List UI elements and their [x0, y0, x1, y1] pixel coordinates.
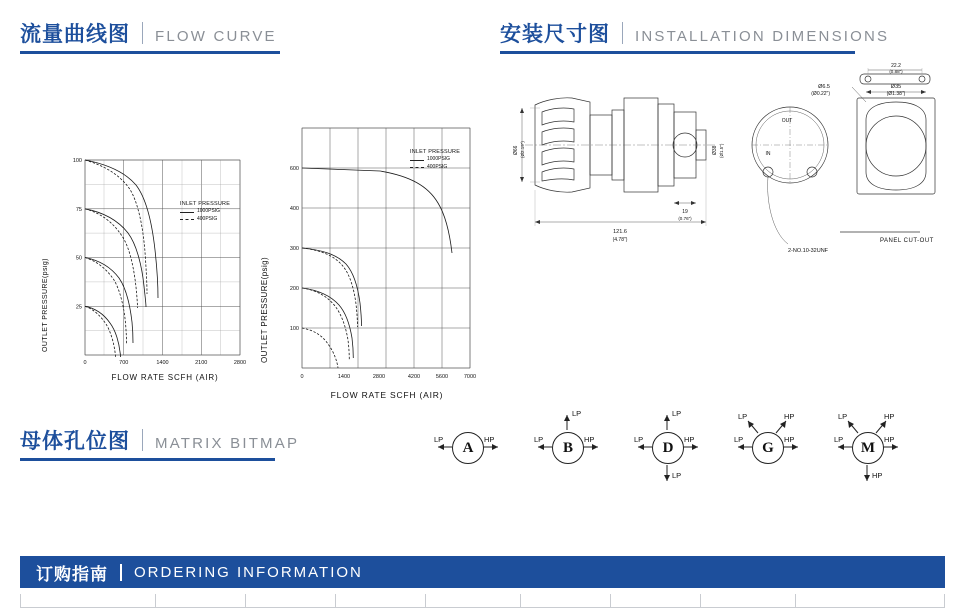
svg-text:7000: 7000	[463, 374, 477, 380]
legend-item	[410, 164, 460, 172]
legend-item	[180, 208, 230, 216]
port-label-lp-topleft: LP	[738, 412, 748, 421]
svg-text:600: 600	[289, 166, 299, 172]
matrix-symbol-m	[820, 405, 920, 495]
table-cell	[425, 594, 520, 608]
port-label-hp-bottom: HP	[872, 471, 883, 480]
legend-title: INLET PRESSURE	[180, 201, 231, 207]
chart-1	[40, 105, 260, 395]
svg-text:400: 400	[289, 206, 299, 212]
legend-title: INLET PRESSURE	[410, 149, 461, 155]
section-divider	[622, 22, 623, 44]
svg-text:50: 50	[75, 255, 82, 262]
chart-2	[260, 68, 480, 398]
dim-body-dia: Ø66	[513, 145, 519, 155]
matrix-symbol-g	[720, 405, 820, 495]
port-label-lp-left: LP	[834, 435, 844, 444]
port-label-hp-topright: HP	[884, 412, 895, 421]
legend-label: 1000PSIG	[197, 208, 221, 215]
dim-port-in: IN	[765, 151, 771, 157]
ordering-title-en: ORDERING INFORMATION	[134, 563, 363, 581]
svg-text:1400: 1400	[156, 360, 169, 366]
dim-thread: 2-NO.10-32UNF	[788, 248, 829, 254]
chart-1-legend	[180, 200, 230, 223]
port-label-hp-right: HP	[884, 435, 895, 444]
ordering-title-cn: 订购指南	[36, 564, 108, 584]
section-header-flow-curve	[20, 18, 277, 48]
dim-body-dia-inch: (Ø2.19")	[520, 141, 525, 158]
section-title-en: MATRIX BITMAP	[155, 435, 300, 452]
port-label-lp-top: LP	[572, 409, 582, 418]
section-title-cn: 流量曲线图	[20, 23, 130, 46]
dim-depth: 19	[682, 209, 688, 215]
svg-text:4200: 4200	[407, 374, 421, 380]
section-divider	[142, 22, 143, 44]
symbol-letter: B	[552, 432, 584, 464]
section-title-en: FLOW CURVE	[155, 28, 277, 45]
chart-1-x-axis-label: FLOW RATE SCFH (AIR)	[111, 373, 219, 382]
section-rule-flow-curve	[20, 51, 280, 54]
dim-hole-dia-inch: (Ø0.22")	[811, 91, 830, 97]
legend-swatch-solid	[180, 212, 194, 213]
chart-2-x-axis-label: FLOW RATE SCFH (AIR)	[330, 390, 444, 400]
port-label-hp-right: HP	[684, 435, 695, 444]
section-title-cn: 安装尺寸图	[500, 23, 610, 46]
legend-item	[180, 216, 230, 224]
port-label-hp-topright: HP	[784, 412, 795, 421]
port-label-lp-left: LP	[534, 435, 544, 444]
dim-length: 121.6	[613, 229, 627, 235]
panel-cutout-caption: PANEL CUT-OUT	[880, 238, 934, 244]
port-label-hp-right: HP	[784, 435, 795, 444]
ordering-table-header-row	[20, 594, 945, 607]
symbol-letter: G	[752, 432, 784, 464]
svg-text:100: 100	[289, 326, 299, 332]
installation-drawing	[500, 60, 955, 360]
section-header-installation	[500, 18, 889, 48]
legend-swatch-dashed	[410, 167, 424, 168]
dim-spacing: 22.2	[891, 63, 901, 69]
legend-label: 1000PSIG	[427, 156, 451, 163]
legend-item	[410, 156, 460, 164]
matrix-symbols	[420, 405, 950, 495]
port-label-hp-right: HP	[584, 435, 595, 444]
table-cell	[610, 594, 700, 608]
svg-text:0: 0	[300, 374, 304, 380]
dim-depth-inch: (0.76")	[678, 216, 692, 221]
port-label-lp-bottom: LP	[672, 471, 682, 480]
section-divider	[142, 429, 143, 451]
legend-label: 400PSIG	[197, 215, 218, 222]
section-title-cn: 母体孔位图	[20, 430, 130, 453]
svg-text:300: 300	[289, 246, 299, 252]
port-label-lp-left: LP	[734, 435, 744, 444]
svg-text:2800: 2800	[233, 360, 247, 366]
installation-svg	[500, 60, 955, 320]
dim-hole-dia: Ø6.5	[818, 84, 830, 90]
port-label-lp-topleft: LP	[838, 412, 848, 421]
table-cell	[155, 594, 245, 608]
chart-2-y-axis-label: OUTLET PRESSURE(psig)	[260, 256, 269, 363]
svg-text:5600: 5600	[435, 374, 449, 380]
table-cell	[520, 594, 610, 608]
dim-panel-dia: Ø35	[890, 84, 902, 90]
chart-1-y-axis-label: OUTLET PRESSURE(psig)	[42, 258, 49, 352]
legend-swatch-solid	[410, 160, 424, 161]
dim-gauge-dia: Ø38	[712, 145, 718, 155]
matrix-symbol-a	[420, 405, 520, 495]
table-cell	[700, 594, 795, 608]
section-rule-installation	[500, 51, 855, 54]
svg-text:700: 700	[119, 360, 129, 366]
svg-text:2800: 2800	[372, 374, 386, 380]
table-cell	[795, 594, 945, 608]
chart-2-legend	[410, 148, 460, 171]
dim-spacing-inch: (0.88")	[889, 69, 903, 74]
dim-length-inch: (4.78")	[612, 237, 628, 243]
ordering-information-bar	[20, 556, 945, 588]
svg-text:100: 100	[72, 158, 82, 164]
port-label-lp: LP	[434, 435, 444, 444]
section-rule-matrix	[20, 458, 275, 461]
legend-label: 400PSIG	[427, 163, 448, 170]
svg-text:75: 75	[75, 206, 82, 213]
port-label-lp-top: LP	[672, 409, 682, 418]
symbol-letter: M	[852, 432, 884, 464]
table-cell	[20, 594, 155, 608]
symbol-letter: D	[652, 432, 684, 464]
svg-text:2100: 2100	[195, 360, 208, 366]
port-label-hp: HP	[484, 435, 495, 444]
dim-panel-dia-inch: (Ø1.38")	[886, 91, 906, 97]
ordering-divider	[120, 564, 122, 581]
section-title-en: INSTALLATION DIMENSIONS	[635, 28, 890, 45]
svg-text:1400: 1400	[337, 374, 351, 380]
legend-swatch-dashed	[180, 219, 194, 220]
flow-curve-charts	[20, 60, 480, 400]
table-cell	[335, 594, 425, 608]
svg-text:200: 200	[289, 286, 299, 292]
svg-text:25: 25	[75, 304, 82, 311]
dim-gauge-dia-inch: (Ø1.5")	[719, 143, 724, 158]
matrix-symbol-b	[520, 405, 620, 495]
matrix-symbol-d	[620, 405, 720, 495]
section-header-matrix	[20, 425, 299, 455]
dim-port-out: OUT	[781, 118, 793, 124]
svg-text:0: 0	[83, 360, 87, 366]
port-label-lp-left: LP	[634, 435, 644, 444]
table-cell	[245, 594, 335, 608]
symbol-letter: A	[452, 432, 484, 464]
